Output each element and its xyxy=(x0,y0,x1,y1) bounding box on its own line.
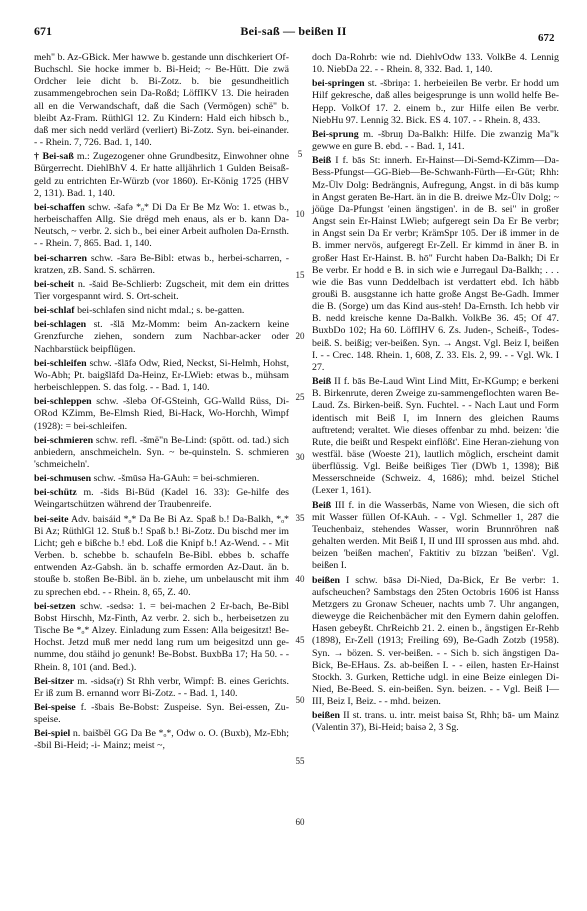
dictionary-entry xyxy=(34,487,289,511)
right-column xyxy=(312,52,559,737)
line-number: 30 xyxy=(295,452,305,463)
dictionary-entry xyxy=(312,500,559,573)
entry-text: meh" b. Az-GBick. Mer hawwe b. gestande unn dischkeriert Of-Buchschl. Sie hocke immer b. Bi-Heid; ~ Be-Hütt. Die zwä Ordcher leie dicht b. Bi-Zotz. b. bie gesundheitlich zusammengebrochen sein Da-Roßd; LöffIKV 13. Die heiraden all en die Verwandschaft, daß die Sach (Vermögen) schë" b. bleibt Az-Fram. RüthlGl 12. Zu Kindern: Hald eich hibsch b., daß mer sich nedd verlärd (verliert) Bi-Zotz. Syn. bei-einander. - - Rhein. 7, 726. Bad. 1, 140. xyxy=(34,52,289,149)
entry-text: I schw. bāsə Di-Nied, Da-Bick, Er Be verbr: 1. aufscheuchen? Sambstags den 25ten Octobris 1606 ist Hanss Metzgers zu Gronaw Scheuer, nachts umb 7. Uhr angangen, dieweyge die Reichenbächer mit den Eymern dahin geloffen. Hasen gebeyßt. ChrReichb 21. 2. einen b., ängstigen Er-Rehb (1898), Er-Zell (1913; Freiling 69), Be-Gadh Zotzb (1958). Syn. → bözen. S. ver-beißen. - - Sich b. sich ängstigen Da-Bick, Be-EHaus. Zs. ab-beißen I. - - eilen, hasten Er-Hainst Stockh. 3. Gurken, Rettiche udgl. in eine Beize einlegen Di-Nied, Be-Beed. S. ein-beißen. Syn. beizen. - - Vgl. Beiß I—III, Beiz I, Beiz. - - mhd. beizen. xyxy=(312,574,560,708)
entry-text: doch Da-Rohrb: wie nd. DiehlvOdw 133. VolkBe 4. Lennig 10. NiebDa 22. - - Rhein. 8, 332. Bad. 1, 140. xyxy=(312,52,559,76)
dictionary-entry xyxy=(34,514,289,599)
entry-headword: Beiß xyxy=(312,499,332,511)
entry-headword: † Bei-saß xyxy=(34,151,74,163)
dictionary-entry xyxy=(312,710,559,734)
entry-text: bei-schlafen sind nicht mdal.; s. be-gatten. xyxy=(77,305,245,317)
dictionary-entry xyxy=(34,253,289,277)
entry-headword: bei-schleifen xyxy=(34,357,87,369)
entry-headword: bei-springen xyxy=(312,78,365,90)
dictionary-entry xyxy=(34,319,289,355)
dictionary-entry xyxy=(34,676,289,700)
entry-text: schw. -šafə *ₒ* Di Da Er Be Mz Wo: 1. etwas b., herbeischaffen Allg. Sie drëgd meh enaus, als er b. kann Da-Neutsch, ~ verbr. 2. sich b., bei einer Arbeit aufholen Da-Ernsth. - - Rhein. 7, 865. Bad. 1, 140. xyxy=(34,201,289,250)
entry-headword: bei-seite xyxy=(34,513,69,525)
entry-text: schw. refl. -šmë"n Be-Lind: (spött. od. tad.) sich anbiedern, anschmeicheln. Syn. ~ be-quinsteln. S. schmieren 'schmeicheln'. xyxy=(34,434,289,470)
entry-text: st. -šbriŋə: 1. herbeieilen Be verbr. Er hodd um Hilf gekresche, daß alles beigesprunge is unn wolld helfe Be-Hepp. VolkOf 17. 2. einem b., zur Hilfe eilen Be verbr. NiebHu 97. Lennig 32. Bick. ES 4. 107. - - Rhein. 8, 433. xyxy=(312,78,560,126)
dictionary-entry xyxy=(312,78,559,127)
entry-headword: Bei-spiel xyxy=(34,728,71,740)
line-number: 25 xyxy=(295,391,305,402)
entry-text: m. -šids Bi-Büd (Kadel 16. 33): Ge-hilfe des Weingartschützen während der Traubenreife. xyxy=(34,487,289,511)
entry-headword: bei-schlaf xyxy=(34,305,75,317)
entry-text: m. -šbruŋ Da-Balkh: Hilfe. Die zwanzig Ma"k gewwe en gure B. ebd. - - Bad. 1, 141. xyxy=(312,128,559,153)
line-number: 20 xyxy=(295,330,305,341)
entry-headword: Bei-sitzer xyxy=(34,675,75,687)
dictionary-entry xyxy=(312,52,559,76)
dictionary-entry xyxy=(34,358,289,394)
dictionary-entry xyxy=(34,473,289,485)
entry-headword: Bei-sprung xyxy=(312,128,359,140)
dictionary-entry xyxy=(34,305,289,317)
column-number-right: 672 xyxy=(538,32,555,44)
dictionary-entry xyxy=(34,702,289,726)
entry-headword: Bei-speise xyxy=(34,701,76,713)
entry-text: I f. bās St: innerh. Er-Hainst—Di-Semd-KZimm—Da-Bess-Pfungst—GG-Bieb—Be-Schwanh-Fürth—Er-Güt; Rhh: Mz-Ülv Dolg: Bedrängnis, Aufregung, Angst. in di bās kump in Angst geraten Be-Hart. än in die B. dreiwe Mz-Ülv Dolg; ~ jöüge Da-Pfungst 'einen ängstigen'. in de B. sei" in großer Angst sein Er-Hainst LWieb; aufgeregt sein Da Er Be verbr; in Angst sein Da Er verbr; KrämSpr 105. Der iß immer in de B. immer nervös, aufgeregt Er-Zell. Er kimmd in äner B. in großer Hast Er-Hainst. B. hō" Furcht haben Da-Balkh; Di Er Be verbr. Er hodd e B. in sich wie e Jurregaul Da-Balkh; . . . wie die Bas vunn Deddelbach ist verdattert ebd. Ich häbb groußi B. ausgstanne ich hatte große Angst Be-Gadh. Immer die B. (Sorge) um das Kind aus-steh! Da-Ernsth. Ich hebb vir B. nedd kreische kenne Da-Balkh. VolkBe 36. 45; Of 47. BuxbDo 102; Ha 60. LöffIHV 6. Zs. Juden-, Scheiß-, Todes-beiß. S. beißig; ver-beißen. Syn. → Angst. Vgl. Beiz I, beißen I. - - Crec. 148. Rhein. 1, 608, Z. 33. Els. 2, 99. - - Vgl. Wk. I 27. xyxy=(312,155,559,373)
entry-text: n. baišbël GG Da Be *ₒ*, Odw o. O. (Buxb), Mz-Ebh; -šbil Bi-Heid; -i- Mainz; meist ~, xyxy=(34,728,289,752)
line-number: 15 xyxy=(295,270,305,281)
dictionary-entry xyxy=(34,435,289,471)
line-number: 35 xyxy=(295,513,305,524)
entry-text: m. -sidsə(r) St Rhh verbr, Wimpf: B. eines Gerichts. Er iß zum B. ernannd worr Bi-Zotz. - - Bad. 1, 140. xyxy=(34,675,289,699)
entry-text: st. -šlā Mz-Momm: beim An-zackern keine Grenzfurche ziehen, sondern zum Nachbar-acker oder Nachbarstück beipflügen. xyxy=(34,319,290,355)
line-number: 50 xyxy=(295,695,305,706)
dictionary-entry xyxy=(34,601,289,674)
column-number-left: 671 xyxy=(34,24,52,38)
line-number: 60 xyxy=(295,816,305,827)
line-number: 10 xyxy=(295,209,305,220)
dictionary-entry xyxy=(34,52,289,149)
entry-headword: bei-schaffen xyxy=(34,201,86,213)
dictionary-entry xyxy=(34,202,289,251)
entry-headword: bei-schütz xyxy=(34,487,77,499)
entry-headword: bei-schmusen xyxy=(34,473,92,485)
entry-text: f. -šbais Be-Bobst: Zuspeise. Syn. Bei-essen, Zu-speise. xyxy=(34,701,290,726)
entry-text: II st. trans. u. intr. meist baisə St, Rhh; bā- um Mainz (Valentin 37), Bi-Heid; baisə 2, 3 Sg. xyxy=(312,710,560,734)
entry-text: schw. -šarə Be-Bibl: etwas b., herbei-scharren, -kratzen, zB. Sand. S. schärren. xyxy=(34,252,289,276)
entry-text: III f. in die Wasserbās, Name von Wiesen, die sich oft mit Wasser füllen Of-KAuh. - - Vgl. Schmeller 1, 287 die Teuchenbaiz, stehendes Wasser, worin Brunnröhren naß gehalten werden. Mit Beiß I, II und III sprossen aus mhd. ahd. beizen 'beißen machen', Faktitiv zu bīzzan 'beißen'. Vgl. beißen I. xyxy=(312,499,559,572)
entry-headword: bei-schleppen xyxy=(34,396,92,408)
entry-headword: beißen xyxy=(312,574,340,586)
line-number: 5 xyxy=(297,148,303,159)
entry-text: Adv. baisáid *ₒ* Da Be Bi Az. Spaß b.! Da-Balkh, *ₒ* Bi Az; RüthlGl 12. Stuß b.! Spaß b.! Bi-Zotz. Du bischd mer im Licht; geh e bißche b.! ebd. Loß die Knipf b.! Az-Wend. - - Mit Verben. b. schebbe b. schaufeln Be-Bibl. ebbes b. schaffe entwenden Az-Gabsh. än b. schaffe ermorden Az-Daut. än b. stouße b. stoßen Be-Bibl. än b. ziehe, um unbelauscht mit ihm zu sprechen ebd. - - Rhein. 8, 65, Z. 40. xyxy=(34,513,289,598)
entry-text: schw. -šlāfə Odw, Ried, Neckst, Si-Helmh, Hohst, Wo-Abh; Pt. baigšlāfd Da-Heinz, Er-LWieb: etwas b., mühsam herbeischleppen. S. das folg. - - Bad. 1, 140. xyxy=(34,357,289,394)
entry-text: m.: Zugezogener ohne Grundbesitz, Einwohner ohne Bürgerrecht. DiehlBhV 4. Er hatte alljährlich 1 Gulden Beisaß-geld zu entrichten Er-Würzb (vor 1860). Er-König 1725 (HBV 2, 131). Bad. 1, 140. xyxy=(34,151,290,199)
entry-headword: bei-setzen xyxy=(34,600,76,612)
entry-text: schw. -šmūsə Ha-GAuh: = bei-schmieren. xyxy=(93,473,260,485)
entry-headword: bei-schlagen xyxy=(34,319,87,331)
dictionary-entry xyxy=(34,396,289,432)
dictionary-entry xyxy=(312,575,559,709)
dictionary-entry xyxy=(312,129,559,153)
dictionary-entry xyxy=(34,728,289,752)
running-title: Bei-saß — beißen II xyxy=(240,24,347,38)
entry-text: II f. bās Be-Laud Wint Lind Mitt, Er-KGump; e berkeni B. Birkenrute, deren Zweige zu-sammengeflochten waren Be-Laud. Zs. Birken-beiß. Syn. Fuchtel. - - Nach Laut und Form identisch mit Beiß I, im Innern des gleichen Raums auftretend; veraltet. Wie dieses offenbar zu mhd. beizen: 'die Rute, die beißt und Respekt einflößt'. Eine Heran-ziehung von westfäl. bäse (Woeste 21), lautlich möglich, erscheint damit überflüssig. Vgl. Beiße beißiges Tier (DWb 1, 1398); Biß Messerschneide (Schweiz. 4, 1686); mhd. beizel Stichel (Lexer 1, 161). xyxy=(312,376,559,497)
page-header xyxy=(0,22,587,42)
dictionary-entry xyxy=(34,279,289,303)
line-number: 55 xyxy=(295,756,305,767)
dictionary-entry xyxy=(34,151,289,200)
entry-headword: bei-schmieren xyxy=(34,434,94,446)
dictionary-entry xyxy=(312,376,559,498)
entry-headword: bei-scheit xyxy=(34,278,75,290)
entry-text: n. -šaid Be-Schlierb: Zugscheit, mit dem ein drittes Tier vorgespannt wird. S. Ort-scheit. xyxy=(34,278,289,302)
entry-headword: beißen xyxy=(312,710,340,722)
left-column xyxy=(34,52,289,755)
entry-headword: bei-scharren xyxy=(34,252,88,264)
dictionary-entry xyxy=(312,155,559,374)
line-number: 45 xyxy=(295,634,305,645)
entry-text: schw. -šlebə Of-GSteinh, GG-Walld Rüss, Di-ORod KZimm, Be-Elmsh Ried, Bi-Hack, Wo-Horchh, Wimpf (1928): = bei-schleifen. xyxy=(34,396,290,432)
entry-headword: Beiß xyxy=(312,155,332,167)
line-number: 40 xyxy=(295,573,305,584)
entry-text: schw. -sedsə: 1. = bei-machen 2 Er-bach, Be-Bibl Bobst Hirschh, Mz-Finth, Az verbr. 2. sich b., herbeisetzen zu Tische Be *ₒ* Alzey. Einladung zum Essen: Alla beigesitzt! Be-Hochst. Jetzd muß mer nedd lang rum um beigesitzd unn ge-numme, dou stäihd jo genunk! Be-Bobst. BuxbBa 17; Ha 50. - - Rhein. 8, 101 (and. Bed.). xyxy=(34,600,289,673)
entry-headword: Beiß xyxy=(312,376,332,388)
